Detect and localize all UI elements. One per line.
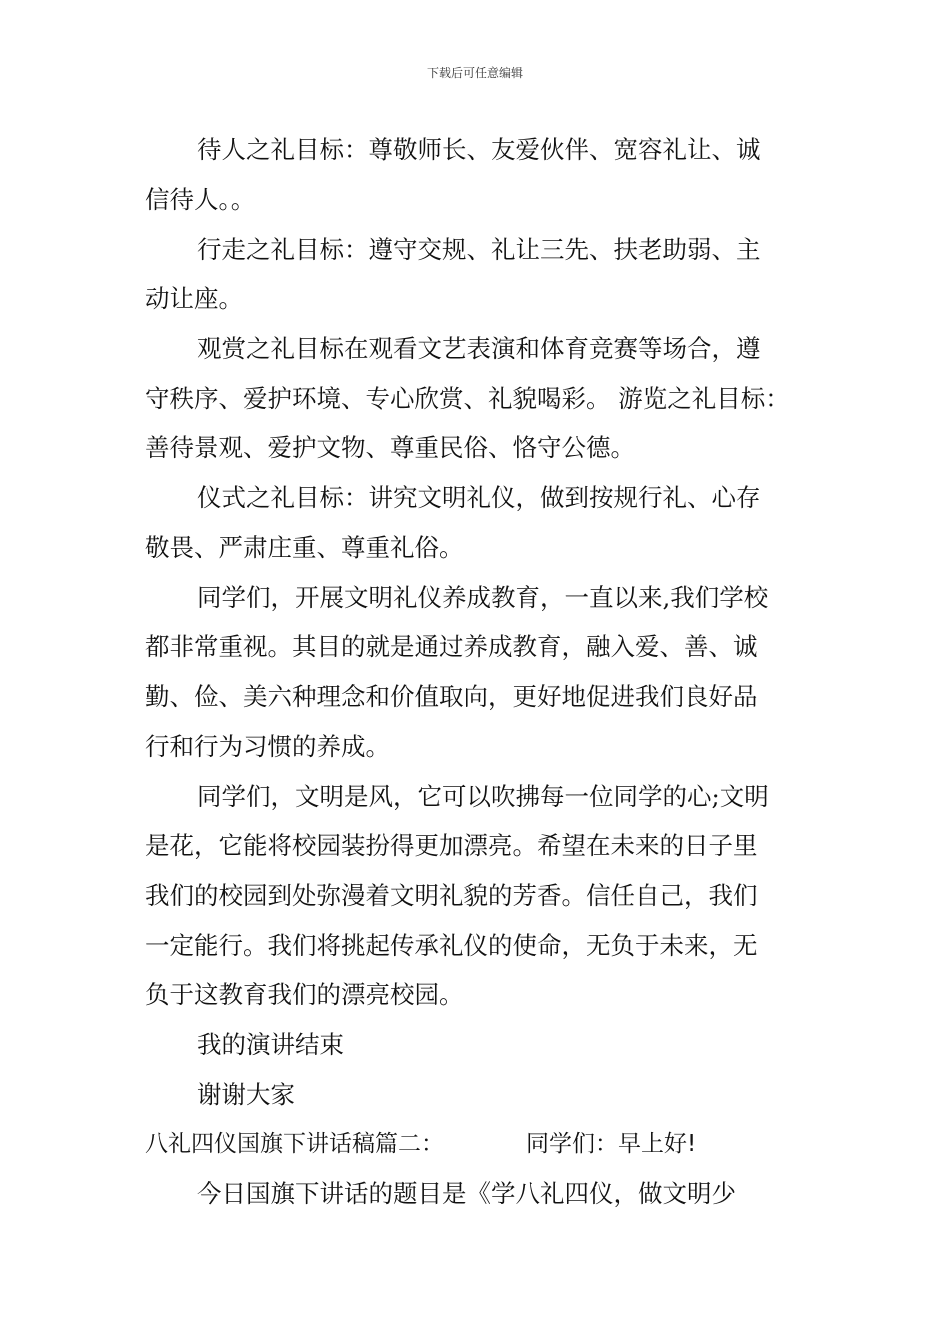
text-line: 同学们，文明是风，它可以吹拂每一位同学的心;文明: [197, 782, 769, 811]
text-line: 都非常重视。其目的就是通过养成教育，融入爱、善、诚: [145, 632, 758, 661]
text-line: 谢谢大家: [197, 1080, 295, 1109]
text-line: 善待景观、爱护文物、尊重民俗、恪守公德。: [145, 433, 635, 462]
text-line: 负于这教育我们的漂亮校园。: [145, 980, 464, 1009]
text-line: 待人之礼目标：尊敬师长、友爱伙伴、宽容礼让、诚: [197, 135, 761, 164]
page-header-note: 下载后可任意编辑: [426, 66, 523, 80]
text-line: 动让座。: [145, 284, 243, 313]
section-heading-greeting: 同学们：早上好!: [526, 1131, 697, 1157]
text-line: 今日国旗下讲话的题目是《学八礼四仪，做文明少: [197, 1179, 736, 1208]
text-line: 仪式之礼目标：讲究文明礼仪，做到按规行礼、心存: [197, 483, 761, 512]
text-line: 我们的校园到处弥漫着文明礼貌的芳香。信任自己，我们: [145, 881, 758, 910]
section-heading-title: 八礼四仪国旗下讲话稿篇二：: [145, 1131, 444, 1157]
text-line: 敬畏、严肃庄重、尊重礼俗。: [145, 533, 464, 562]
text-line: 是花，它能将校园装扮得更加漂亮。希望在未来的日子里: [145, 831, 758, 860]
text-line: 一定能行。我们将挑起传承礼仪的使命，无负于未来，无: [145, 931, 758, 960]
text-line: 勤、俭、美六种理念和价值取向，更好地促进我们良好品: [145, 682, 758, 711]
text-line: 守秩序、爱护环境、专心欣赏、礼貌喝彩。 游览之礼目标：: [145, 384, 790, 413]
text-line: 行走之礼目标：遵守交规、礼让三先、扶老助弱、主: [197, 235, 761, 264]
section-heading-row: [145, 1128, 696, 1160]
text-line: 我的演讲结束: [197, 1030, 344, 1059]
text-line: 观赏之礼目标在观看文艺表演和体育竞赛等场合，遵: [197, 334, 761, 363]
text-line: 同学们，开展文明礼仪养成教育，一直以来,我们学校: [197, 583, 769, 612]
text-line: 信待人。。: [145, 185, 256, 214]
text-line: 行和行为习惯的养成。: [145, 732, 390, 761]
